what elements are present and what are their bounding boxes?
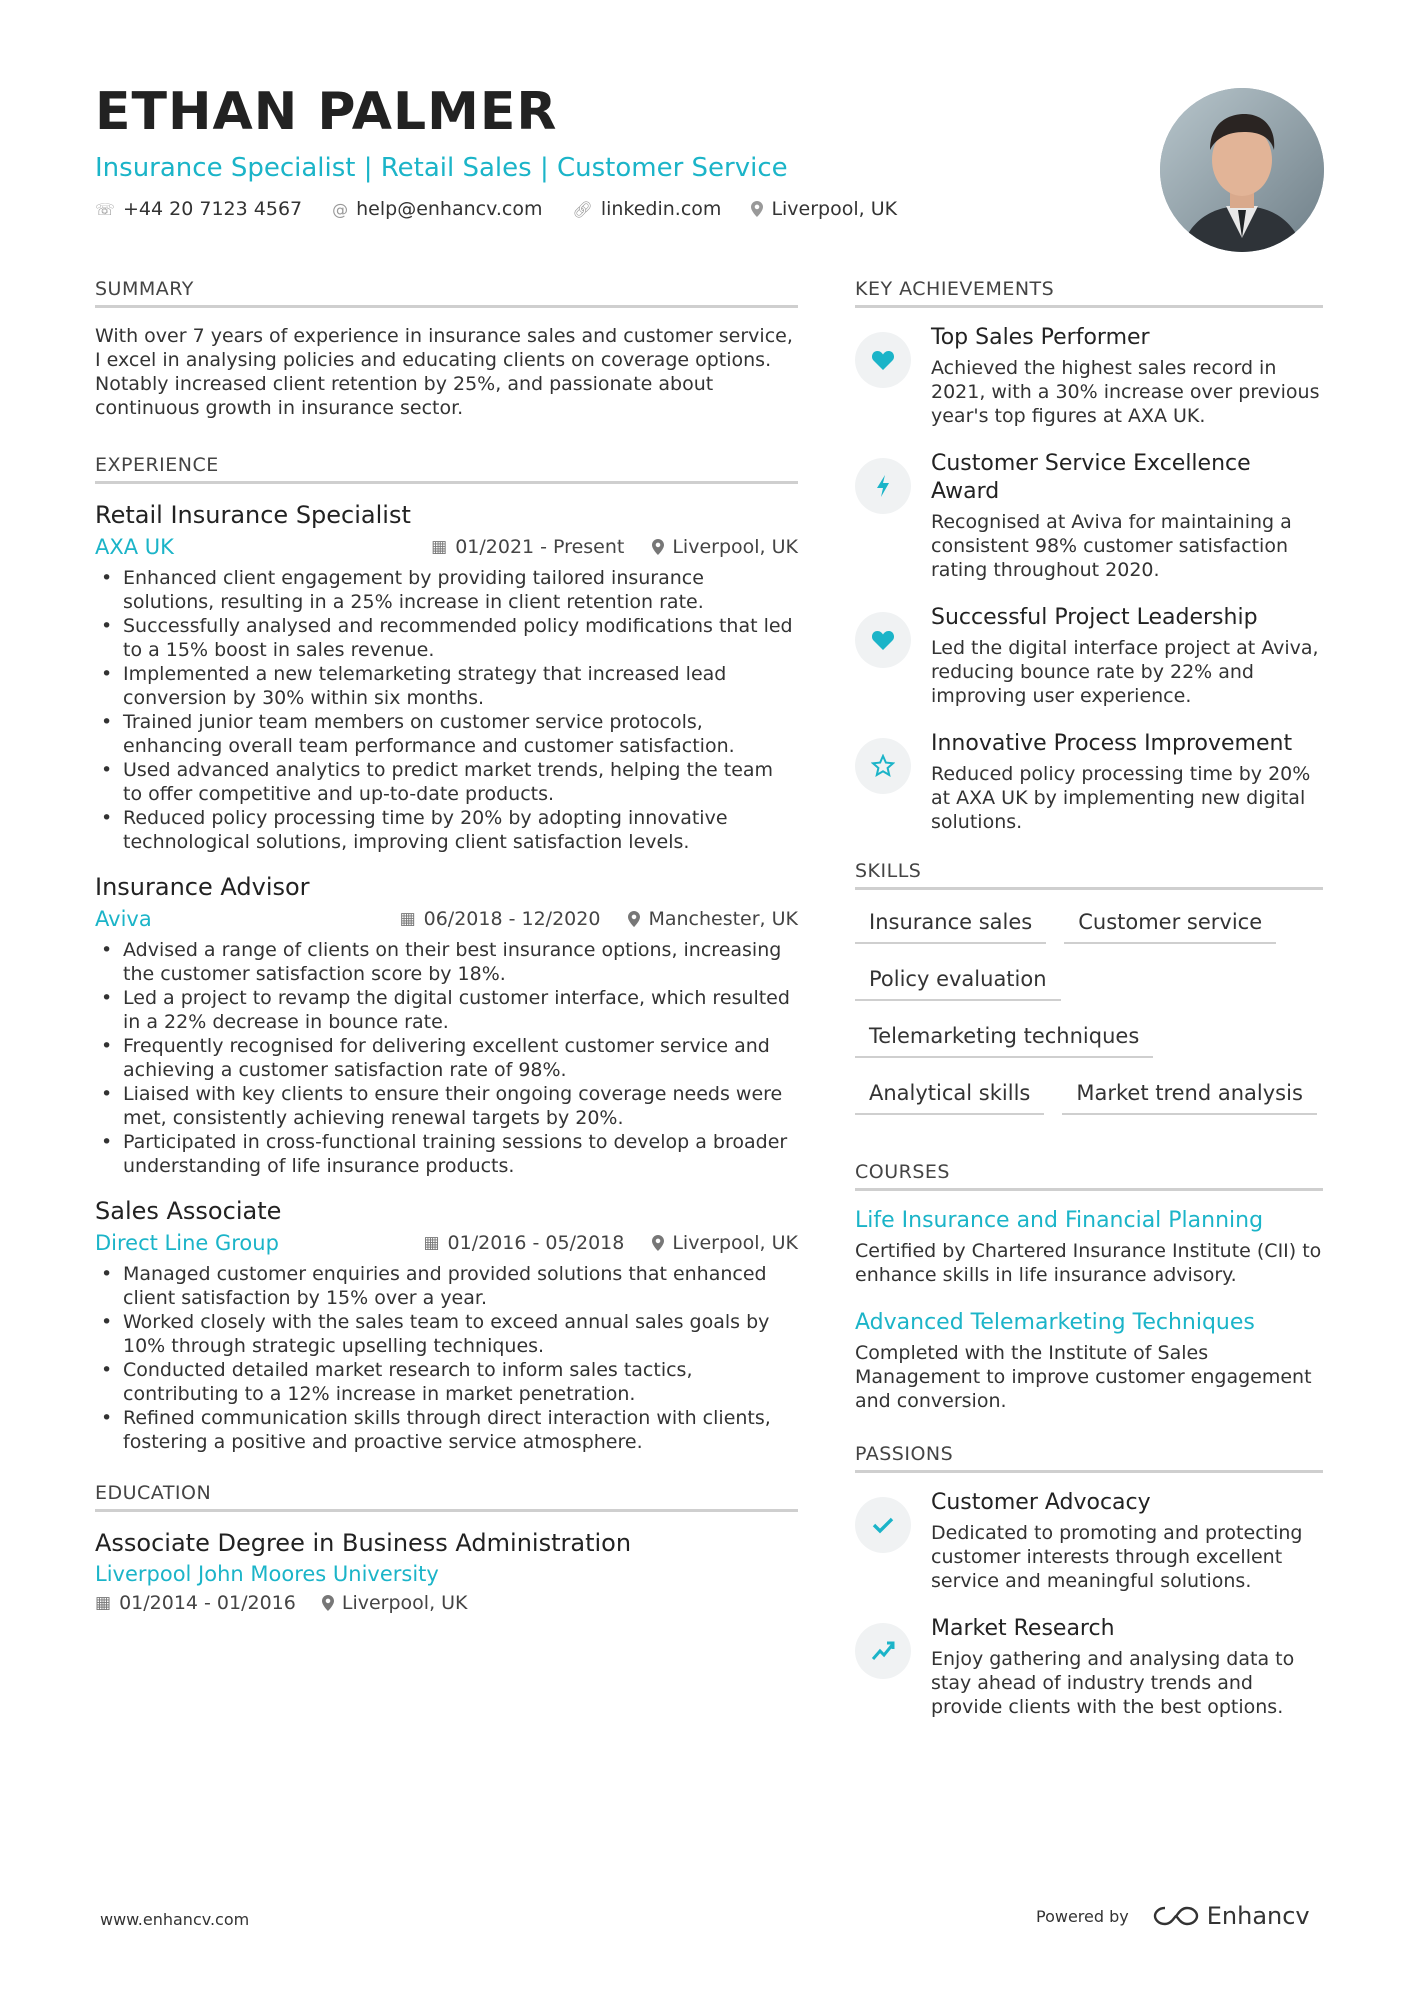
achievement-item [855,604,1323,708]
email-text: help@enhancv.com [356,198,543,220]
skill-tag: Analytical skills [855,1081,1044,1115]
check-icon [855,1497,911,1553]
job-meta [95,534,798,560]
brand-name: Enhancv [1206,1902,1310,1930]
job-bullet: • Reduced policy processing time by 20% by adopting innovative technological solutions, improving client satisfaction levels. [95,806,798,854]
skill-tag: Market trend analysis [1062,1081,1317,1115]
achievements-heading: KEY ACHIEVEMENTS [855,278,1323,308]
job-dates-text: 06/2018 - 12/2020 [423,908,601,930]
summary-section [95,278,798,420]
course-title[interactable]: Advanced Telemarketing Techniques [855,1310,1255,1335]
job-bullet: • Liaised with key clients to ensure their ongoing coverage needs were met, consistently achieving renewal targets by 20%. [95,1082,798,1130]
achievement-item-body [931,604,1323,708]
location-pin-icon [751,201,763,217]
passion-item [855,1615,1323,1719]
education-dates [95,1592,296,1614]
passion-item-desc: Enjoy gathering and analysing data to stay ahead of industry trends and provide clients with the best options. [931,1648,1295,1718]
achievement-item [855,324,1323,428]
footer-website[interactable]: www.enhancv.com [100,1910,250,1929]
summary-text: With over 7 years of experience in insurance sales and customer service, I excel in analysing policies and educating clients on coverage options. Notably increased client retention by 25%, and passionate about continuous growth in insurance sector. [95,325,793,419]
profile-photo [1160,88,1324,252]
job-location [652,1230,798,1256]
candidate-name: ETHAN PALMER [95,82,558,142]
course-list [855,1207,1323,1413]
calendar-icon: ▦ [95,1593,112,1613]
location-text: Liverpool, UK [771,198,898,220]
contact-email[interactable] [332,198,542,220]
job-bullet: • Refined communication skills through direct interaction with clients, fostering a positive and proactive service atmosphere. [95,1406,798,1454]
avatar [1160,88,1324,252]
job-entry [95,500,798,854]
brand-logo[interactable] [1153,1902,1310,1930]
skills-heading: SKILLS [855,860,1323,890]
job-bullet: • Used advanced analytics to predict market trends, helping the team to offer competitive and up-to-date products. [95,758,798,806]
calendar-icon: ▦ [423,1233,440,1253]
at-icon: @ [332,199,349,219]
calendar-icon: ▦ [431,537,448,557]
skill-tag: Insurance sales [855,910,1046,944]
job-bullet: • Trained junior team members on customer service protocols, enhancing overall team performance and customer satisfaction. [95,710,798,758]
left-column [95,278,798,1648]
contact-row [95,198,1095,220]
job-bullet: • Managed customer enquiries and provided solutions that enhanced client satisfaction by 15% over a year. [95,1262,798,1310]
job-location [652,534,798,560]
achievement-item [855,730,1323,834]
passions-heading: PASSIONS [855,1443,1323,1473]
education-location [322,1592,468,1614]
heart-icon [855,332,911,388]
right-column [855,278,1323,1753]
job-bullet: • Worked closely with the sales team to exceed annual sales goals by 10% through strategic upselling techniques. [95,1310,798,1358]
education-degree: Associate Degree in Business Administration [95,1529,632,1557]
course-title[interactable]: Life Insurance and Financial Planning [855,1208,1264,1233]
job-bullets [95,1262,798,1454]
education-section [95,1482,798,1614]
job-dates [423,1230,624,1256]
linkedin-text: linkedin.com [600,198,722,220]
skills-section [855,860,1323,1115]
achievement-item-desc: Led the digital interface project at Aviva, reducing bounce rate by 22% and improving user experience. [931,637,1319,707]
passion-list [855,1489,1323,1719]
job-bullet: • Frequently recognised for delivering excellent customer service and achieving a customer satisfaction rate of 98%. [95,1034,798,1082]
achievement-item-title: Innovative Process Improvement [931,731,1293,756]
experience-section [95,454,798,1454]
location-pin-icon [652,539,664,555]
achievement-item-desc: Achieved the highest sales record in 2021, with a 30% increase over previous year's top figures at AXA UK. [931,357,1320,427]
passion-item [855,1489,1323,1593]
job-list [95,500,798,1454]
bolt-icon [855,458,911,514]
job-dates-text: 01/2021 - Present [455,536,625,558]
location-pin-icon [652,1235,664,1251]
location-pin-icon [628,911,640,927]
passions-section [855,1443,1323,1719]
calendar-icon: ▦ [399,909,416,929]
company-name[interactable]: Aviva [95,907,152,931]
job-meta [95,1230,798,1256]
job-bullet: • Successfully analysed and recommended policy modifications that led to a 15% boost in sales revenue. [95,614,798,662]
achievement-item-title: Customer Service Excellence Award [931,451,1251,504]
achievement-item-title: Successful Project Leadership [931,605,1258,630]
education-school[interactable]: Liverpool John Moores University [95,1562,439,1586]
achievement-item-body [931,450,1323,582]
summary-heading: SUMMARY [95,278,798,308]
job-title: Sales Associate [95,1197,282,1225]
link-icon: 🔗︎ [572,199,593,219]
job-bullet: • Implemented a new telemarketing strategy that increased lead conversion by 30% within six months. [95,662,798,710]
education-location-text: Liverpool, UK [341,1592,468,1614]
education-meta [95,1592,798,1614]
job-bullets [95,566,798,854]
skill-tag: Telemarketing techniques [855,1024,1153,1058]
achievement-list [855,324,1323,834]
footer-branding [1036,1902,1310,1930]
passion-item-body [931,1489,1323,1593]
education-heading: EDUCATION [95,1482,798,1512]
skill-tag: Policy evaluation [855,967,1061,1001]
achievement-item-desc: Reduced policy processing time by 20% at AXA UK by implementing new digital solutions. [931,763,1311,833]
passion-item-body [931,1615,1323,1719]
job-entry [95,872,798,1178]
phone-icon: ☏ [95,199,116,219]
skill-list [855,910,1323,1115]
experience-heading: EXPERIENCE [95,454,798,484]
trend-icon [855,1623,911,1679]
candidate-title: Insurance Specialist | Retail Sales | Customer Service [95,153,788,183]
course-desc: Completed with the Institute of Sales Management to improve customer engagement and conversion. [855,1342,1312,1412]
contact-linkedin[interactable] [573,198,722,220]
passion-item-title: Customer Advocacy [931,1490,1151,1515]
resume-header [95,82,1095,220]
job-bullet: • Advised a range of clients on their best insurance options, increasing the customer satisfaction score by 18%. [95,938,798,986]
education-dates-text: 01/2014 - 01/2016 [119,1592,296,1614]
job-bullet: • Participated in cross-functional training sessions to develop a broader understanding of life insurance products. [95,1130,798,1178]
achievement-item-body [931,730,1323,834]
course-desc: Certified by Chartered Insurance Institute (CII) to enhance skills in life insurance advisory. [855,1240,1322,1286]
passion-item-title: Market Research [931,1616,1115,1641]
passion-item-desc: Dedicated to promoting and protecting customer interests through excellent service and meaningful solutions. [931,1522,1303,1592]
achievement-item-desc: Recognised at Aviva for maintaining a consistent 98% customer satisfaction rating throughout 2020. [931,511,1292,581]
job-dates-text: 01/2016 - 05/2018 [447,1232,625,1254]
course-item [855,1309,1323,1413]
job-bullet: • Enhanced client engagement by providing tailored insurance solutions, resulting in a 25% increase in client retention rate. [95,566,798,614]
job-location [628,906,798,932]
skill-tag: Customer service [1064,910,1276,944]
job-bullets [95,938,798,1178]
job-location-text: Manchester, UK [648,908,798,930]
achievement-item [855,450,1323,582]
company-name[interactable]: AXA UK [95,535,174,559]
courses-section [855,1161,1323,1413]
job-title: Insurance Advisor [95,873,310,901]
job-bullet: • Led a project to revamp the digital customer interface, which resulted in a 22% decrease in bounce rate. [95,986,798,1034]
contact-location [751,198,897,220]
location-pin-icon [322,1595,334,1611]
job-dates [431,534,624,560]
job-location-text: Liverpool, UK [672,536,798,558]
job-location-text: Liverpool, UK [672,1232,798,1254]
job-dates [400,906,601,932]
heart-icon [855,612,911,668]
phone-text: +44 20 7123 4567 [123,198,303,220]
courses-heading: COURSES [855,1161,1323,1191]
achievement-item-title: Top Sales Performer [931,325,1150,350]
achievements-section [855,278,1323,834]
enhancv-logo-icon [1153,1905,1199,1927]
course-item [855,1207,1323,1287]
company-name[interactable]: Direct Line Group [95,1231,279,1255]
job-entry [95,1196,798,1454]
job-meta [95,906,798,932]
achievement-item-body [931,324,1323,428]
job-title: Retail Insurance Specialist [95,501,411,529]
job-bullet: • Conducted detailed market research to inform sales tactics, contributing to a 12% increase in market penetration. [95,1358,798,1406]
contact-phone[interactable] [95,198,302,220]
powered-by-label: Powered by [1036,1906,1129,1926]
star-icon [855,738,911,794]
